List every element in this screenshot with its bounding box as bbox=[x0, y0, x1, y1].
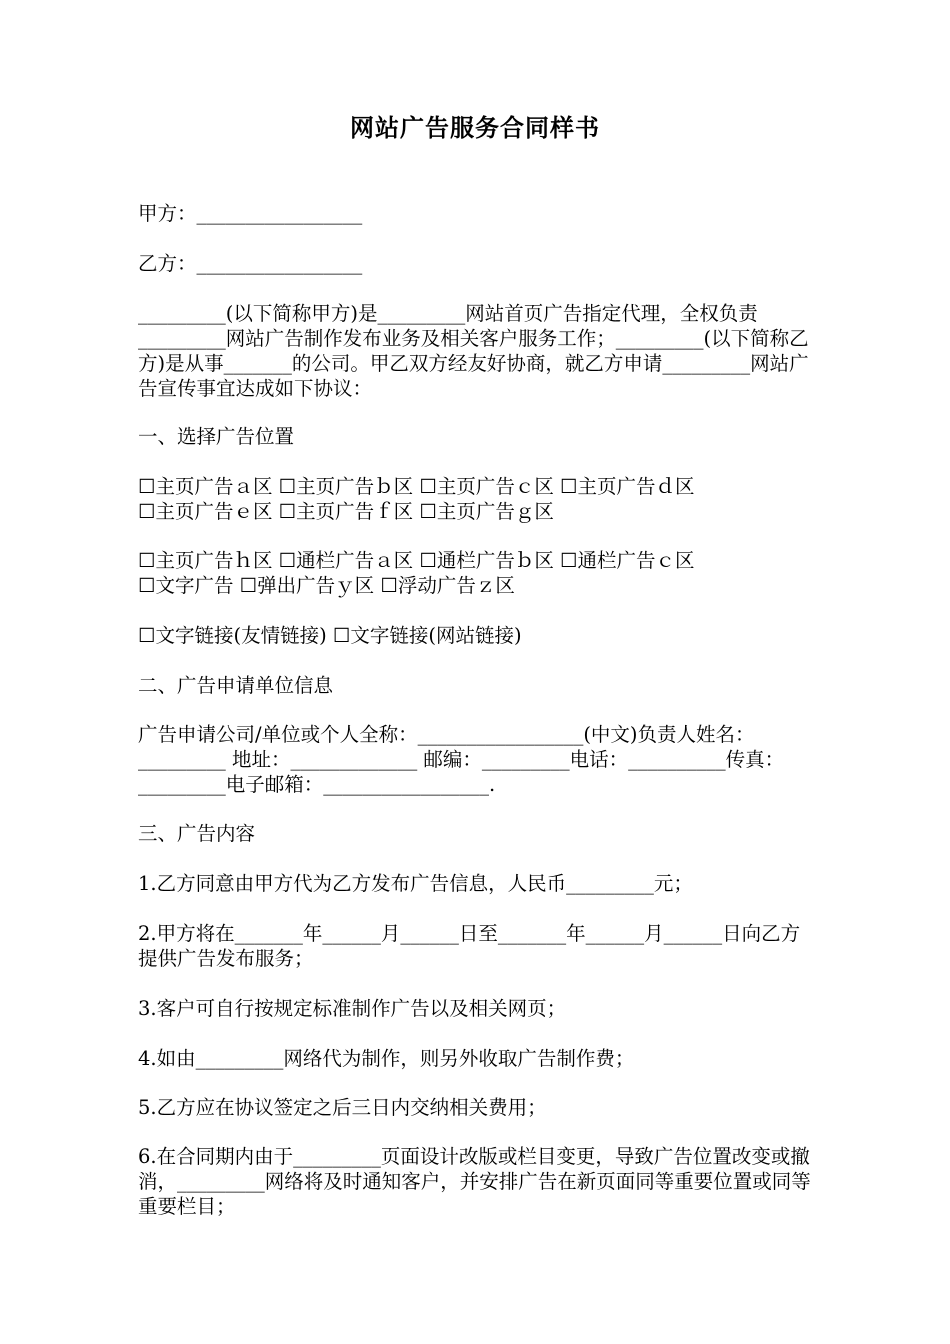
ad-position-options: ☐主页广告ｅ区 ☐主页广告ｆ区 ☐主页广告ｇ区 bbox=[138, 500, 554, 523]
section3-heading: 三、广告内容 bbox=[138, 822, 256, 845]
ad-position-options: ☐主页广告ａ区 ☐主页广告ｂ区 ☐主页广告ｃ区 ☐主页广告ｄ区 bbox=[138, 475, 695, 498]
clause-3: 3.客户可自行按规定标准制作广告以及相关网页； bbox=[138, 997, 567, 1020]
party-b-line: 乙方：_________________ bbox=[138, 252, 363, 275]
clause-1: 1.乙方同意由甲方代为乙方发布广告信息，人民币_________元； bbox=[138, 872, 693, 895]
document-title: 网站广告服务合同样书 bbox=[350, 113, 600, 142]
party-a-line: 甲方：_________________ bbox=[138, 202, 363, 225]
clause-6: 6.在合同期内由于_________页面设计改版或栏目变更，导致广告位置改变或撤消，_________网络将及时通知客户，并安排广告在新页面同等重要位置或同等重要栏目； bbox=[138, 1145, 811, 1218]
clause-4: 4.如由_________网络代为制作，则另外收取广告制作费； bbox=[138, 1047, 635, 1070]
intro-paragraph: _________(以下简称甲方)是_________网站首页广告指定代理，全权负责_________网站广告制作发布业务及相关客户服务工作；_________(以下简称乙方)是从事_______的公司。甲乙双方经友好协商，就乙方申请_________网站广告宣传事宜达成如下协议： bbox=[138, 302, 809, 400]
section1-heading: 一、选择广告位置 bbox=[138, 425, 295, 448]
ad-position-options: ☐主页广告ｈ区 ☐通栏广告ａ区 ☐通栏广告ｂ区 ☐通栏广告ｃ区 bbox=[138, 549, 695, 572]
section2-heading: 二、广告申请单位信息 bbox=[138, 674, 334, 697]
clause-5: 5.乙方应在协议签定之后三日内交纳相关费用； bbox=[138, 1096, 547, 1119]
applicant-info-paragraph: 广告申请公司/单位或个人全称：_________________(中文)负责人姓名：_________ 地址：_____________ 邮编：_________电话：__________传真：_________电子邮箱：_________________. bbox=[138, 723, 785, 796]
link-options: ☐文字链接(友情链接) ☐文字链接(网站链接) bbox=[138, 624, 522, 647]
clause-2: 2.甲方将在_______年______月______日至_______年______月______日向乙方提供广告发布服务； bbox=[138, 922, 801, 970]
ad-position-options: ☐文字广告 ☐弹出广告ｙ区 ☐浮动广告ｚ区 bbox=[138, 574, 515, 597]
